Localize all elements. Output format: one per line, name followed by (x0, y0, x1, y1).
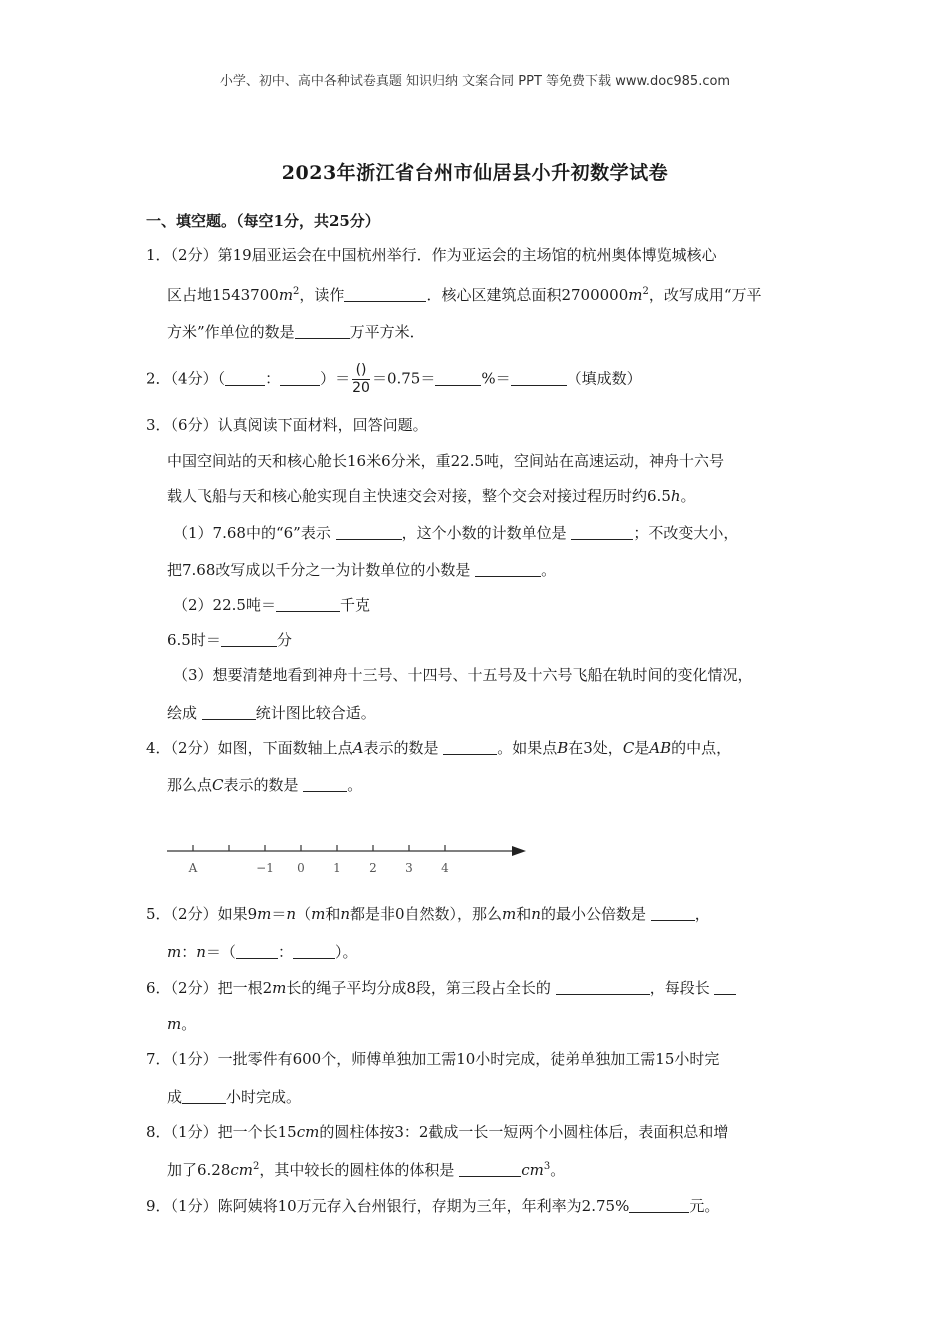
q1-text: 方米”作单位的数是 (167, 323, 295, 341)
q8-text: 。 (550, 1161, 566, 1179)
q4-text: 表示的数是 (223, 776, 304, 794)
answer-blank[interactable] (435, 371, 481, 386)
answer-blank[interactable] (714, 980, 736, 995)
unit-m: m (167, 1015, 182, 1033)
q5-text: ， (694, 905, 710, 923)
q3-text: 。 (541, 561, 557, 579)
q7-text: 小时完成。 (226, 1088, 302, 1106)
page-header: 小学、初中、高中各种试卷真题 知识归纳 文案合同 PPT 等免费下载 www.doc985.com (219, 74, 731, 89)
tick-label: 4 (441, 861, 449, 875)
question-4 (146, 740, 731, 756)
q3-text: 千克 (339, 596, 370, 614)
q3-line3 (167, 489, 696, 504)
q2-text: ＝0.75＝ (371, 369, 436, 388)
answer-blank[interactable] (511, 371, 567, 386)
q5-text: ： (181, 943, 197, 961)
page-title: 2023年浙江省台州市仙居县小升初数学试卷 (281, 162, 669, 184)
answer-blank[interactable] (182, 1089, 226, 1104)
q8-line2 (167, 1162, 565, 1178)
answer-blank[interactable] (651, 906, 695, 921)
answer-blank[interactable] (571, 525, 633, 540)
section-heading: 一、填空题。（每空1分，共25分） (146, 212, 380, 230)
question-1 (146, 248, 717, 263)
answer-blank[interactable] (280, 371, 320, 386)
q5-text: （2分）如果9 (170, 905, 258, 923)
q1-text: ．核心区建筑总面积2700000 (426, 286, 629, 304)
q2-text: ）＝ (320, 369, 351, 388)
unit-m: m (278, 286, 294, 304)
var-n: n (286, 905, 297, 923)
q6-number: 6． (146, 979, 171, 997)
tick-label: 3 (405, 861, 413, 875)
answer-blank[interactable] (236, 944, 278, 959)
tick-label: 1 (333, 861, 341, 875)
q3-part3: （3）想要清楚地看到神舟十三号、十四号、十五号及十六号飞船在轨时间的变化情况， (173, 666, 753, 684)
answer-blank[interactable] (293, 944, 335, 959)
superscript: 3 (543, 1161, 551, 1172)
q3-text: 分 (276, 631, 292, 649)
q5-text: 的最小公倍数是 (540, 905, 651, 923)
q4-number: 4． (146, 739, 171, 757)
tick-label-A: A (188, 861, 198, 875)
q3-text: （6分）认真阅读下面材料，回答问题。 (170, 416, 428, 434)
unit-cm: cm (296, 1123, 320, 1141)
question-9 (146, 1198, 719, 1214)
var-n: n (531, 905, 541, 923)
answer-blank[interactable] (556, 980, 650, 995)
q8-text: 加了6.28 (167, 1161, 231, 1179)
answer-blank[interactable] (303, 777, 347, 792)
question-3 (146, 418, 428, 433)
q5-text: （ (296, 905, 312, 923)
superscript: 2 (253, 1161, 260, 1172)
q4-text: 的中点， (671, 739, 732, 757)
q8-text: ，其中较长的圆柱体的体积是 (259, 1161, 460, 1179)
answer-blank[interactable] (336, 525, 402, 540)
q2-text: %＝ (481, 369, 511, 388)
answer-blank[interactable] (295, 324, 350, 339)
superscript: 2 (642, 286, 649, 297)
q3-text: ，这个小数的计数单位是 (401, 524, 572, 542)
q2-text: （填成数） (566, 369, 642, 388)
q9-text: 元。 (689, 1197, 720, 1215)
q1-line1: （2分）第19届亚运会在中国杭州举行．作为亚运会的主场馆的杭州奥体博览城核心 (170, 246, 717, 264)
q5-text: ＝ (271, 905, 287, 923)
answer-blank[interactable] (225, 371, 265, 386)
fraction-denominator: 20 (352, 380, 370, 396)
answer-blank[interactable] (202, 705, 256, 720)
q7-number: 7． (146, 1050, 171, 1068)
q3-text: ；不改变大小， (633, 524, 739, 542)
q5-line2 (167, 944, 357, 960)
unit-h: h (670, 487, 681, 505)
q5-number: 5． (146, 905, 171, 923)
superscript: 2 (293, 286, 300, 297)
var-B: B (557, 739, 569, 757)
q4-text: 那么点 (167, 776, 213, 794)
answer-blank[interactable] (344, 287, 426, 302)
q4-text: （2分）如图，下面数轴上点 (170, 739, 353, 757)
fraction-numerator: () (352, 362, 370, 380)
q5-text: ： (277, 943, 293, 961)
q1-text: 万平方米． (349, 323, 425, 341)
var-m: m (311, 905, 326, 923)
q6-text: 。 (181, 1015, 197, 1033)
q7-line2 (167, 1089, 301, 1105)
q4-text: 在3处， (568, 739, 623, 757)
q2-text: ： (265, 369, 281, 388)
question-5 (146, 906, 710, 922)
unit-cm: cm (521, 1161, 544, 1179)
q5-text: 都是非0自然数），那么 (350, 905, 503, 923)
q4-text: 表示的数是 (363, 739, 444, 757)
q8-number: 8． (146, 1123, 171, 1141)
number-line-figure (167, 838, 529, 878)
q4-line2 (167, 777, 362, 793)
q5-text: ＝（ (205, 943, 236, 961)
q3-part3-line2 (167, 705, 376, 721)
q1-line2 (167, 287, 762, 303)
unit-cm: cm (230, 1161, 254, 1179)
answer-blank[interactable] (221, 632, 277, 647)
q5-text: 和 (516, 905, 532, 923)
unit-m: m (628, 286, 643, 304)
var-C: C (212, 776, 224, 794)
q3-part1-line2 (167, 562, 556, 578)
q3-part1 (173, 525, 738, 541)
q3-text: 6.5时＝ (167, 631, 221, 649)
unit-m: m (272, 979, 287, 997)
q3-line2: 中国空间站的天和核心舱长16米6分米，重22.5吨，空间站在高速运动，神舟十六号 (167, 452, 725, 470)
var-m: m (167, 943, 182, 961)
q3-text: 载人飞船与天和核心舱实现自主快速交会对接，整个交会对接过程历时约6.5 (167, 487, 671, 505)
q1-text: ，改写成用“万平 (648, 286, 762, 304)
q1-line3 (167, 324, 425, 340)
answer-blank[interactable] (443, 740, 497, 755)
question-7 (146, 1052, 719, 1067)
q4-text: 。如果点 (497, 739, 558, 757)
fraction (352, 362, 370, 397)
q8-text: 的圆柱体按3：2截成一长一短两个小圆柱体后，表面积总和增 (319, 1123, 729, 1141)
var-AB: AB (649, 739, 672, 757)
answer-blank[interactable] (629, 1198, 689, 1213)
q2-text: （4分）（ (170, 369, 226, 388)
var-A: A (352, 739, 364, 757)
q1-number: 1． (146, 246, 171, 264)
var-m: m (502, 905, 517, 923)
q3-text: （1）7.68中的“6”表示 (173, 524, 336, 542)
q4-text: 。 (347, 776, 363, 794)
q3-part2-line2 (167, 632, 292, 648)
q6-line2 (167, 1017, 196, 1032)
q3-text: 绘成 (167, 704, 202, 722)
tick-label: −1 (256, 861, 274, 875)
q3-text: 。 (680, 487, 696, 505)
answer-blank[interactable] (475, 562, 541, 577)
q6-text: （2分）把一根2 (170, 979, 273, 997)
var-C: C (622, 739, 635, 757)
q5-text: 和 (325, 905, 341, 923)
tick-label: 2 (369, 861, 377, 875)
q6-text: ，每段长 (649, 979, 715, 997)
question-2 (146, 362, 642, 397)
q8-text: （1分）把一个长15 (170, 1123, 297, 1141)
answer-blank[interactable] (459, 1162, 521, 1177)
q3-text: 把7.68改写成以千分之一为计数单位的小数是 (167, 561, 476, 579)
q3-part2 (173, 597, 370, 613)
tick-label: 0 (297, 861, 305, 875)
var-n: n (340, 905, 350, 923)
q2-number: 2． (146, 369, 171, 388)
var-n: n (196, 943, 206, 961)
q9-text: （1分）陈阿姨将10万元存入台州银行，存期为三年，年利率为2.75% (170, 1197, 630, 1215)
q7-text: （1分）一批零件有600个，师傅单独加工需10小时完成，徒弟单独加工需15小时完 (170, 1050, 720, 1068)
question-8 (146, 1125, 728, 1140)
q3-number: 3． (146, 416, 171, 434)
q9-number: 9． (146, 1197, 171, 1215)
q5-text: ）。 (334, 943, 358, 961)
q1-text: 区占地1543700 (167, 286, 279, 304)
q3-text: （2）22.5吨＝ (173, 596, 276, 614)
answer-blank[interactable] (276, 597, 340, 612)
q7-text: 成 (167, 1088, 183, 1106)
q3-text: 统计图比较合适。 (255, 704, 376, 722)
question-6 (146, 980, 736, 996)
var-m: m (257, 905, 272, 923)
q6-text: 长的绳子平均分成8段，第三段占全长的 (286, 979, 556, 997)
q4-text: 是 (634, 739, 650, 757)
q1-text: ，读作 (299, 286, 345, 304)
arrow-icon (512, 846, 526, 856)
